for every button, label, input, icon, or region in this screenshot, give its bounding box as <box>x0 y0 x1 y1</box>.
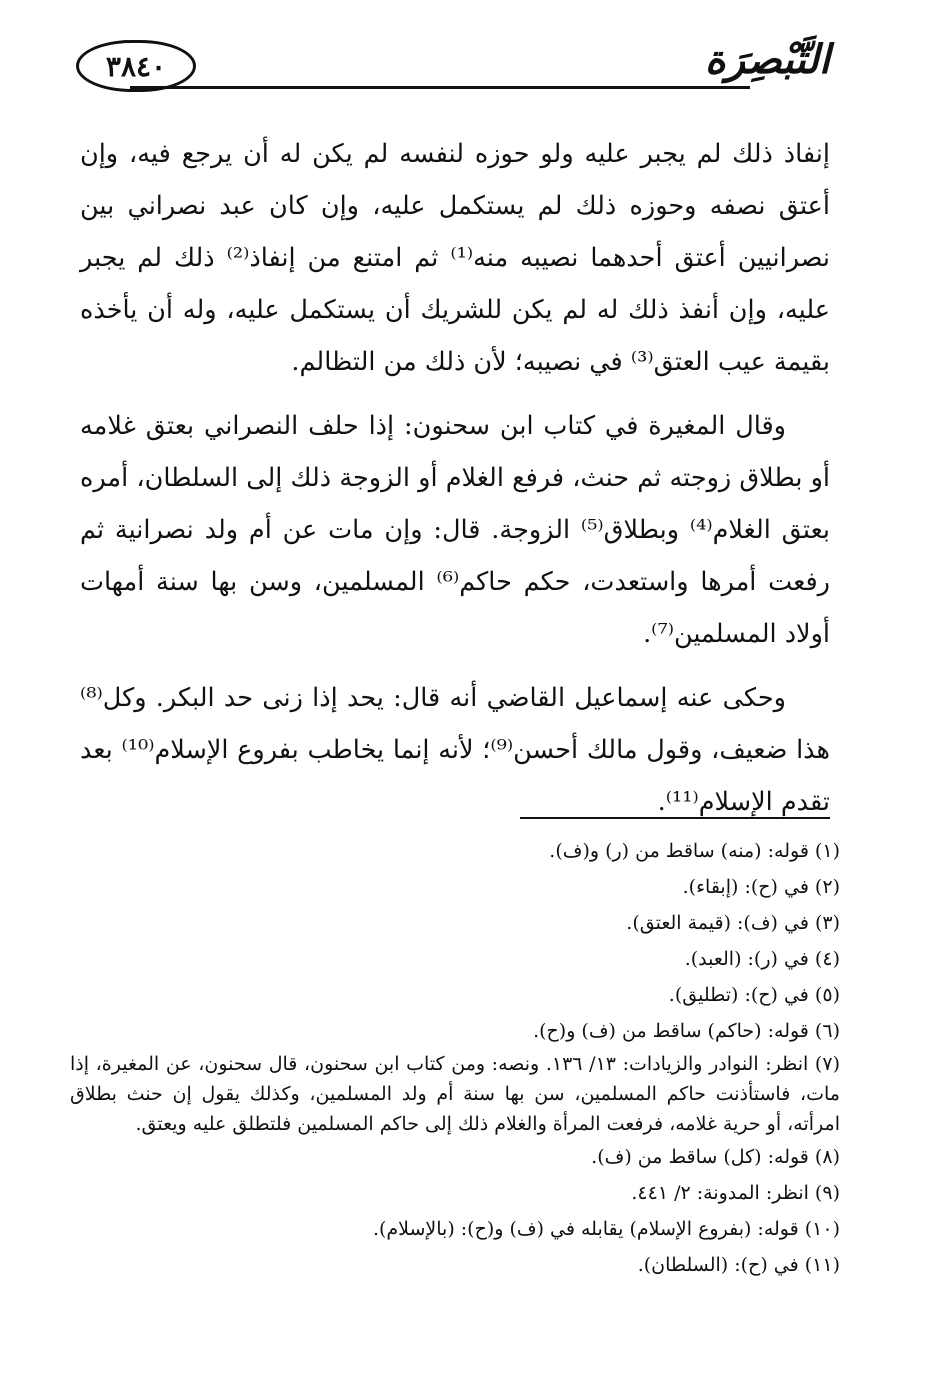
footnote-4: (٤) في (ر): (العبد). <box>684 948 840 970</box>
header-rule <box>130 86 750 89</box>
paragraph-2: وقال المغيرة في كتاب ابن سحنون: إذا حلف النصراني بعتق غلامه أو بطلاق زوجته ثم حنث، فرفع الغلام أو الزوجة ذلك إلى السلطان، أمره بعتق الغلام⁽⁴⁾ وبطلاق⁽⁵⁾ الزوجة. قال: وإن مات عن أم ولد نصرانية ثم رفعت أمرها واستعدت، حكم حاكم⁽⁶⁾ المسلمين، وسن بها سنة أمهات أولاد المسلمين⁽⁷⁾. <box>80 411 831 649</box>
footnotes <box>70 833 840 1283</box>
footnote-10: (١٠) قوله: (بفروع الإسلام) يقابله في (ف) و(ح): (بالإسلام). <box>372 1218 840 1240</box>
footnote-9: (٩) انظر: المدونة: ٢/ ٤٤١. <box>631 1182 840 1204</box>
footnote-1: (١) قوله: (منه) ساقط من (ر) و(ف). <box>549 840 840 862</box>
footnote-7: (٧) انظر: النوادر والزيادات: ١٣/ ١٣٦. ونصه: ومن كتاب ابن سحنون، قال سحنون، عن المغيرة، إذا مات، فاستأذنت حاكم المسلمين، سن بها سنة أم ولد المسلمين، وكذلك يقول إن حنث بطلاق امرأته، أو حرية غلامه، فرفعت المرأة والغلام ذلك إلى حاكم المسلمين فلتطلق عليه ويعتق. <box>70 1053 840 1135</box>
footnote-6: (٦) قوله: (حاكم) ساقط من (ف) و(ح). <box>533 1020 840 1042</box>
page-number <box>76 40 196 92</box>
page-header <box>70 36 830 104</box>
footnote-3: (٣) في (ف): (قيمة العتق). <box>626 912 840 934</box>
footnote-separator <box>520 817 830 819</box>
paragraph-1: إنفاذ ذلك لم يجبر عليه ولو حوزه لنفسه لم يكن له أن يرجع فيه، وإن أعتق نصفه وحوزه ذلك لم يستكمل عليه، وإن كان عبد نصراني بين نصرانيين أعتق أحدهما نصيبه منه⁽¹⁾ ثم امتنع من إنفاذ⁽²⁾ ذلك لم يجبر عليه، وإن أنفذ ذلك له لم يكن للشريك أن يستكمل عليه، وله أن يأخذه بقيمة عيب العتق⁽³⁾ في نصيبه؛ لأن ذلك من التظالم. <box>80 139 831 377</box>
book-title: التَّبْصِرَة <box>704 36 830 83</box>
footnote-2: (٢) في (ح): (إبقاء). <box>682 876 840 898</box>
footnote-8: (٨) قوله: (كل) ساقط من (ف). <box>591 1146 840 1168</box>
page-number-text: ٣٨٤٠ <box>105 49 167 83</box>
paragraph-3: وحكى عنه إسماعيل القاضي أنه قال: يحد إذا زنى حد البكر. وكل⁽⁸⁾ هذا ضعيف، وقول مالك أحسن⁽⁹⁾؛ لأنه إنما يخاطب بفروع الإسلام⁽¹⁰⁾ بعد تقدم الإسلام⁽¹¹⁾. <box>80 683 831 817</box>
footnote-5: (٥) في (ح): (تطليق). <box>668 984 840 1006</box>
footnote-11: (١١) في (ح): (السلطان). <box>637 1254 840 1276</box>
main-text <box>80 128 830 840</box>
